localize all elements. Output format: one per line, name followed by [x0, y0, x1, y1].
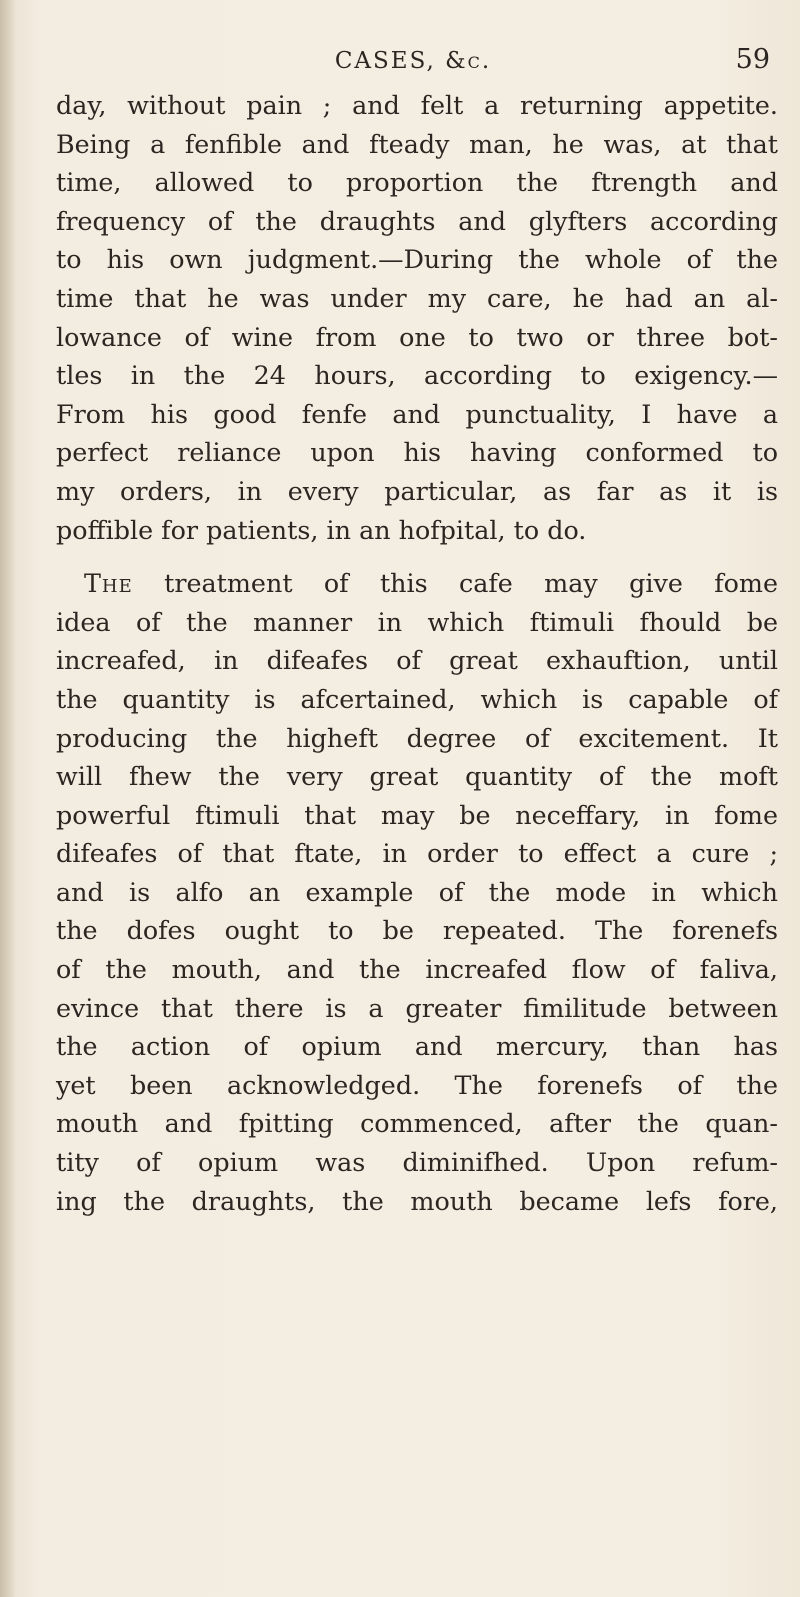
text-line: will fhew the very great quantity of the moft — [56, 761, 778, 792]
text-line: to his own judgment.—During the whole of the — [56, 244, 778, 275]
text-line: tity of opium was diminifhed. Upon refum- — [56, 1147, 778, 1178]
paragraph-gap — [56, 549, 778, 564]
text-line-first — [56, 564, 778, 603]
text-line: frequency of the draughts and glyfters according — [56, 205, 778, 236]
text-line: lowance of wine from one to two or three bot- — [56, 321, 778, 352]
text-line: time that he was under my care, he had an al- — [56, 282, 778, 313]
text-line: idea of the manner in which ftimuli fhould be — [56, 606, 778, 637]
binding-shadow — [0, 0, 16, 1597]
body-text — [56, 86, 778, 1220]
text-line: yet been acknowledged. The forenefs of the — [56, 1069, 778, 1100]
text-line: Being a fenfible and fteady man, he was, at that — [56, 128, 778, 159]
text-line: my orders, in every particular, as far as it is — [56, 475, 778, 506]
text-line: day, without pain ; and felt a returning appetite. — [56, 90, 778, 120]
text-line: ing the draughts, the mouth became lefs fore, — [56, 1185, 778, 1216]
text-line: increafed, in difeafes of great exhauftion, until — [56, 645, 778, 676]
text-line: difeafes of that ftate, in order to effect a cure ; — [56, 838, 778, 869]
text-line: mouth and fpitting commenced, after the quan- — [56, 1108, 778, 1139]
page-number: 59 — [735, 44, 770, 75]
text-line: poffible for patients, in an hofpital, to do. — [56, 514, 587, 545]
text-line: of the mouth, and the increafed flow of faliva, — [56, 954, 778, 985]
text-line: the quantity is afcertained, which is capable of — [56, 683, 778, 714]
lead-word: The — [84, 568, 133, 599]
text-line: tles in the 24 hours, according to exigency.— — [56, 360, 778, 391]
text-line: the dofes ought to be repeated. The forenefs — [56, 915, 778, 946]
text-line: producing the higheft degree of excitement. It — [56, 722, 778, 753]
text-line: powerful ftimuli that may be neceffary, in fome — [56, 799, 778, 830]
text-line: perfect reliance upon his having conformed to — [56, 437, 778, 468]
text-line: time, allowed to proportion the ftrength and — [56, 167, 778, 198]
text-line: the action of opium and mercury, than has — [56, 1031, 778, 1062]
paragraph-1 — [56, 86, 778, 549]
first-line-rest: treatment of this cafe may give fome — [132, 568, 778, 599]
text-line: evince that there is a greater fimilitude between — [56, 992, 778, 1023]
running-head — [56, 40, 770, 80]
text-line: From his good fenfe and punctuality, I have a — [56, 398, 778, 429]
text-line: and is alfo an example of the mode in which — [56, 876, 778, 907]
running-title: CASES, &c. — [334, 48, 492, 74]
paragraph-2 — [56, 564, 778, 1220]
